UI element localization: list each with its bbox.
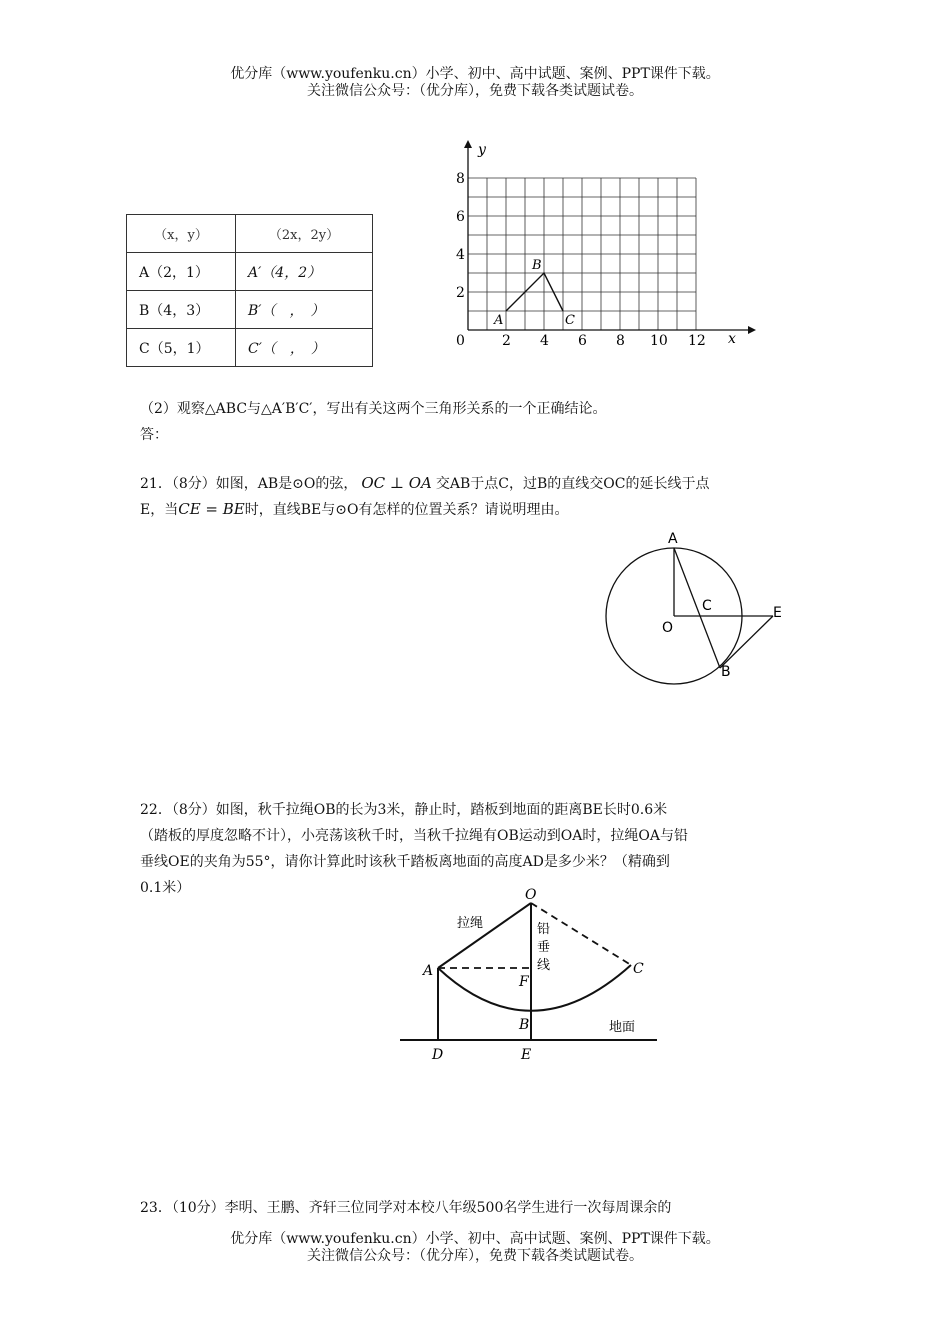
y-tick-label: 8	[456, 171, 465, 187]
segment-ab	[674, 548, 720, 668]
q20-answer: 答：	[140, 427, 168, 443]
page-header	[0, 66, 950, 100]
q21-text: E，当	[140, 502, 179, 518]
label-f: F	[519, 974, 529, 990]
x-tick-label: 2	[502, 333, 511, 349]
x-axis-label: x	[728, 331, 736, 347]
table-row	[127, 291, 373, 329]
q23-line1: 23．（10分）李明、王鹏、齐轩三位同学对本校八年级500名学生进行一次每周课余的	[140, 1200, 672, 1216]
axes	[468, 146, 748, 330]
label-c: C	[633, 961, 644, 977]
label-plumb-1: 铅	[537, 922, 551, 937]
table-header-2x2y: （2x，2y）	[236, 215, 373, 253]
swing-figure	[395, 885, 665, 1065]
swing-arc	[438, 965, 631, 1011]
q21-line1	[140, 470, 709, 497]
x-tick-label: 8	[616, 333, 625, 349]
footer-line-1: 优分库（www.youfenku.cn）小学、初中、高中试题、案例、PPT课件下载。	[230, 1231, 720, 1247]
table-cell: C（5，1）	[127, 329, 236, 367]
label-a: A	[668, 531, 678, 547]
point-b-label: B	[532, 258, 542, 273]
label-d: D	[432, 1047, 444, 1063]
q22-line3: 垂线OE的夹角为55°，请你计算此时该秋千踏板离地面的高度AD是多少米？（精确到	[140, 854, 670, 870]
origin-label: 0	[456, 333, 465, 349]
q21-line2	[140, 496, 568, 523]
q21-text: 21．（8分）如图，AB是⊙O的弦，	[140, 476, 358, 492]
table-row	[127, 253, 373, 291]
point-c-label: C	[565, 313, 575, 328]
q20-part2: （2）观察△ABC与△A′B′C′，写出有关这两个三角形关系的一个正确结论。	[140, 401, 607, 417]
rope-oa	[438, 903, 531, 968]
table-header-xy: （x，y）	[127, 215, 236, 253]
label-e: E	[521, 1047, 532, 1063]
table-cell: A′（4，2）	[236, 253, 373, 291]
x-tick-label: 6	[578, 333, 587, 349]
x-axis-arrow-icon	[748, 326, 756, 334]
q22-line2: （踏板的厚度忽略不计），小亮荡该秋千时，当秋千拉绳有OB运动到OA时，拉绳OA与铅	[140, 828, 688, 844]
circle-figure	[590, 525, 800, 690]
y-tick-label: 2	[456, 285, 465, 301]
label-a: A	[423, 963, 434, 979]
x-tick-label: 12	[688, 333, 706, 349]
table-row	[127, 329, 373, 367]
label-plumb-3: 线	[537, 958, 551, 973]
label-b: B	[519, 1017, 530, 1033]
x-tick-label: 10	[650, 333, 668, 349]
table-cell: B′（ ， ）	[236, 291, 373, 329]
label-o: O	[662, 620, 674, 636]
q21-math-perp: OC ⊥ OA	[361, 474, 432, 492]
label-plumb-2: 垂	[537, 940, 551, 955]
q21-text: 交AB于点C，过B的直线交OC的延长线于点	[435, 476, 710, 492]
point-a-label: A	[494, 313, 504, 328]
coordinate-table	[126, 214, 373, 367]
y-tick-label: 4	[456, 247, 465, 263]
header-line-1: 优分库（www.youfenku.cn）小学、初中、高中试题、案例、PPT课件下载。	[230, 66, 720, 82]
label-b: B	[721, 664, 731, 680]
coordinate-grid-figure	[440, 140, 760, 355]
page-footer	[0, 1231, 950, 1265]
footer-line-2: 关注微信公众号：（优分库），免费下载各类试题试卷。	[307, 1248, 643, 1264]
q21-text: 时，直线BE与⊙O有怎样的位置关系？请说明理由。	[244, 502, 569, 518]
y-tick-label: 6	[456, 209, 465, 225]
table-cell: B（4，3）	[127, 291, 236, 329]
table-header-row	[127, 215, 373, 253]
q21-math-equal: CE = BE	[178, 500, 245, 518]
x-tick-label: 4	[540, 333, 549, 349]
q22-line4: 0.1米）	[140, 880, 191, 896]
x-tick-labels	[502, 333, 706, 349]
table-cell: A（2，1）	[127, 253, 236, 291]
grid-lines	[468, 178, 696, 330]
y-axis-label: y	[478, 142, 486, 158]
header-line-2: 关注微信公众号：（优分库），免费下载各类试题试卷。	[307, 83, 643, 99]
label-o: O	[525, 887, 537, 903]
y-tick-labels	[456, 171, 465, 301]
label-e: E	[773, 605, 782, 621]
label-c: C	[702, 598, 712, 614]
y-axis-arrow-icon	[464, 140, 472, 148]
table-cell: C′（ ， ）	[236, 329, 373, 367]
label-rope: 拉绳	[457, 916, 484, 931]
label-ground: 地面	[609, 1020, 636, 1035]
segment-be	[720, 616, 773, 668]
q22-line1: 22．（8分）如图，秋千拉绳OB的长为3米，静止时，踏板到地面的距离BE长时0.6米	[140, 802, 668, 818]
